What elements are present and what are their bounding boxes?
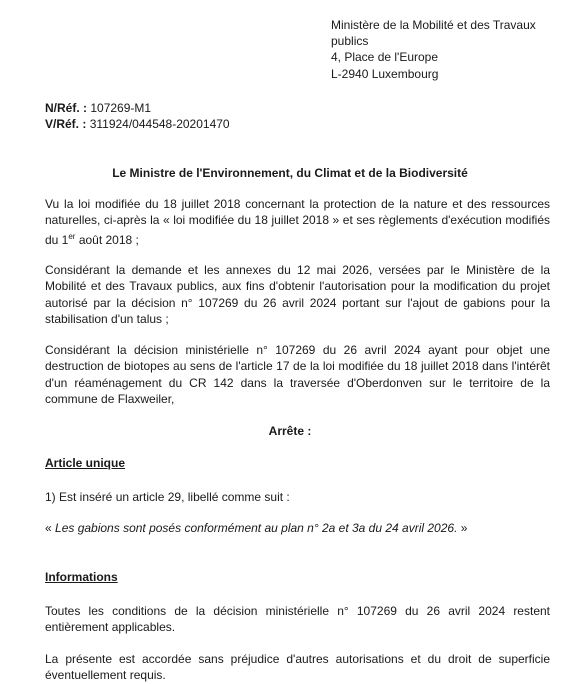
address-line: 4, Place de l'Europe (331, 50, 439, 65)
paragraph-vu (45, 196, 550, 248)
quote-close: » (457, 521, 468, 535)
your-reference-value: 311924/044548-20201470 (89, 117, 230, 131)
references (45, 100, 230, 132)
paragraph-info-2: La présente est accordée sans préjudice d'autres autorisations et du droit de superficie éventuellement requis. (45, 652, 550, 683)
your-reference-label: V/Réf. : (45, 117, 87, 131)
article-quote (45, 520, 550, 536)
arrete-heading: Arrête : (268, 424, 312, 438)
document-title: Le Ministre de l'Environnement, du Climat et de la Biodiversité (112, 166, 468, 180)
our-reference-value: 107269-M1 (90, 101, 152, 115)
informations-heading: Informations (45, 570, 118, 584)
article-line: 1) Est inséré un article 29, libellé comme suit : (45, 490, 290, 504)
paragraph-considerant-1: Considérant la demande et les annexes du 12 mai 2026, versées par le Ministère de la Mobilité et des Travaux publics, aux fins d'obtenir l'autorisation pour la modification du projet autorisé par la décision n° 107269 du 26 avril 2024 portant sur l'ajout de gabions pour la stabilisation d'un talus ; (45, 263, 550, 327)
recipient-address (331, 17, 571, 82)
vu-text: Vu la loi modifiée du 18 juillet 2018 concernant la protection de la nature et des ressources naturelles, ci-après la « loi modifiée du 18 juillet 2018 » et ses règlements d'exécution modifiés du 1 (45, 197, 550, 247)
our-reference-label: N/Réf. : (45, 101, 87, 115)
address-line: Ministère de la Mobilité et des Travaux (331, 18, 536, 32)
quote-text: Les gabions sont posés conformément au plan n° 2a et 3a du 24 avril 2026. (55, 521, 458, 535)
vu-text-end: août 2018 ; (75, 232, 139, 247)
article-heading: Article unique (45, 456, 126, 470)
address-line: L-2940 Luxembourg (331, 66, 439, 81)
your-reference (45, 116, 230, 132)
our-reference (45, 100, 230, 116)
paragraph-considerant-2: Considérant la décision ministérielle n° 107269 du 26 avril 2024 ayant pour objet une destruction de biotopes au sens de l'article 17 de la loi modifiée du 18 juillet 2018 dans l'intérêt d'un réaménagement du CR 142 dans la traversée d'Oberdonven sur le territoire de la commune de Flaxweiler, (45, 343, 550, 407)
address-line: publics (331, 34, 369, 49)
quote-open: « (45, 521, 56, 535)
paragraph-info-1: Toutes les conditions de la décision ministérielle n° 107269 du 26 avril 2024 restent entièrement applicables. (45, 604, 550, 635)
vu-superscript: er (68, 231, 76, 241)
